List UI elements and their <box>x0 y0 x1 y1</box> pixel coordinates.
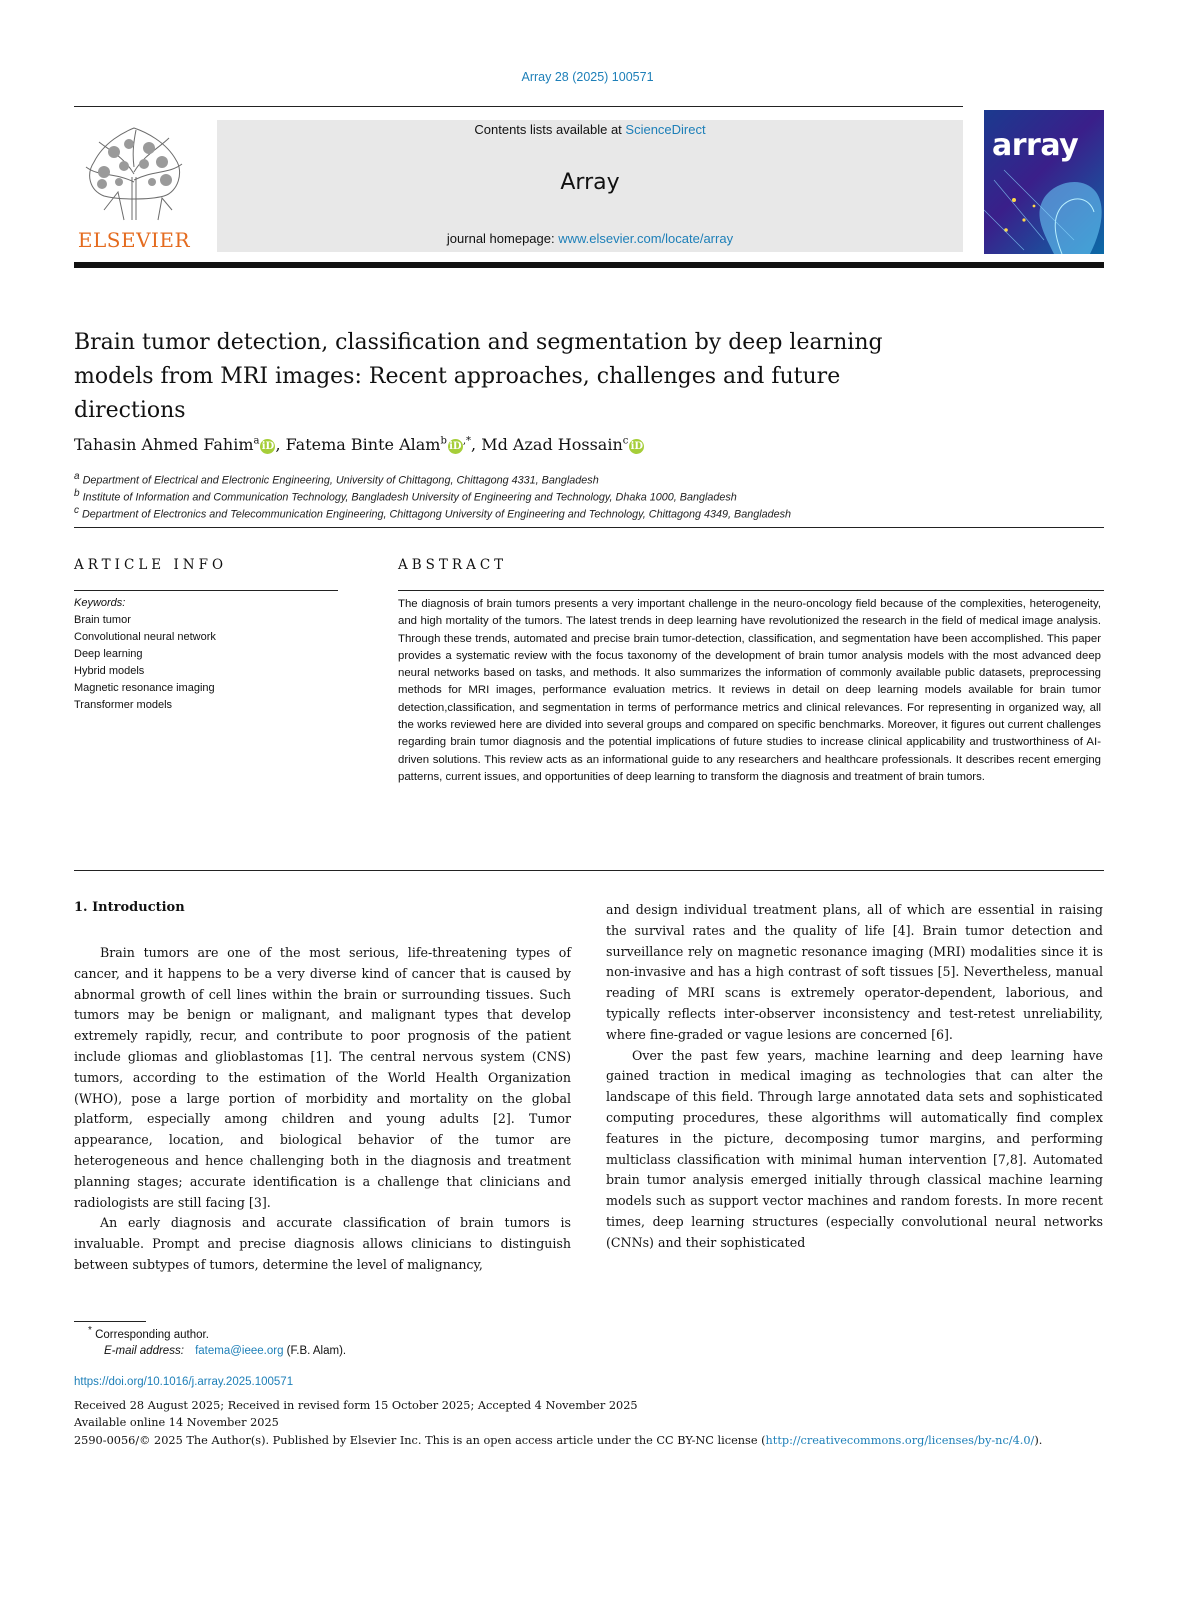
doi-link[interactable]: https://doi.org/10.1016/j.array.2025.100571 <box>74 1376 294 1388</box>
orcid-icon[interactable]: iD <box>449 441 462 452</box>
affiliation-text: Department of Electrical and Electronic Engineering, University of Chittagong, Chittagong 4331, Bangladesh <box>82 474 599 487</box>
corresponding-note <box>88 1325 209 1341</box>
article-info-heading: ARTICLE INFO <box>74 557 228 573</box>
cover-title: array <box>992 128 1079 163</box>
author-name[interactable]: Fatema Binte Alam <box>285 435 441 454</box>
keyword: Transformer models <box>74 699 173 711</box>
orcid-icon[interactable]: iD <box>261 441 275 452</box>
header-rule <box>74 106 963 107</box>
body-paragraph: Over the past few years, machine learning and deep learning have gained traction in medical imaging as technologies that can alter the landscape of this field. Through large annotated data sets and sophisticated computing procedures, these algorithms will automatically find complex features in the picture, decomposing tumor margins, and performing multiclass classification with minimal human intervention [7,8]. Automated brain tumor analysis emerged initially through classical machine learning models such as support vector machines and random forests. In more recent times, deep learning structures (especially convolutional neural networks (CNNs) and their sophisticated <box>606 1047 1103 1250</box>
corresponding-mark[interactable]: ,* <box>462 435 472 447</box>
license-statement <box>74 1432 1104 1449</box>
keyword: Magnetic resonance imaging <box>74 682 215 694</box>
email-label: E-mail address: <box>104 1345 184 1357</box>
introduction-heading: 1. Introduction <box>74 900 185 915</box>
email-note <box>104 1345 346 1357</box>
author-affil-sup[interactable]: a <box>253 435 260 447</box>
keyword: Deep learning <box>74 648 143 660</box>
journal-cover-image <box>984 110 1104 254</box>
author-name[interactable]: Md Azad Hossain <box>481 435 623 454</box>
journal-name: Array <box>560 170 620 195</box>
footnote-star: * <box>88 1325 92 1336</box>
email-suffix: (F.B. Alam). <box>283 1345 347 1357</box>
email-link[interactable]: fatema@ieee.org <box>195 1345 284 1357</box>
affiliation-sup: c <box>74 505 79 516</box>
body-paragraph: and design individual treatment plans, all of which are essential in raising the survival rates and the quality of life [4]. Brain tumor detection and surveillance rely on magnetic resonance imaging (MRI) modalities since it is non-invasive and has a high contrast of soft tissues [5]. Nevertheless, manual reading of MRI scans is extremely operator-dependent, laborious, and typically reflects inter-observer inconsistency and test-retest unreliability, where fine-graded or vague lesions are concerned [6]. <box>606 902 1103 1042</box>
author-list: Tahasin Ahmed Fahim$^a$ iD, Fatema Binte Alam$^b$ iD,*, Md Azad Hossain$^c$ iD <box>74 435 644 454</box>
license-link[interactable]: http://creativecommons.org/licenses/by-nc/4.0/ <box>765 1434 1035 1447</box>
available-online: Available online 14 November 2025 <box>74 1416 279 1429</box>
body-paragraph: An early diagnosis and accurate classification of brain tumors is invaluable. Prompt and precise diagnosis allows clinicians to distinguish between subtypes of tumors, determine the level of malignancy, <box>74 1215 571 1272</box>
abstract-rule <box>398 590 1104 591</box>
corresponding-text: Corresponding author. <box>95 1328 209 1341</box>
contents-prefix: Contents lists available at <box>474 122 626 137</box>
keywords-label: Keywords: <box>74 597 126 609</box>
orcid-icon[interactable]: iD <box>630 441 644 452</box>
journal-reference[interactable]: Array 28 (2025) 100571 <box>521 70 654 84</box>
affiliation-sup: a <box>74 471 80 482</box>
author-affil-sup[interactable]: c <box>622 435 629 447</box>
license-suffix: ). <box>1034 1434 1043 1447</box>
body-paragraph: Brain tumors are one of the most serious, life-threatening types of cancer, and it happens to be a very diverse kind of cancer that is caused by abnormal growth of cell lines within the brain or surrounding tissues. Such tumors may be benign or malignant, and malignant types that develop extremely rapidly, recur, and contribute to poor prognosis of the patient include gliomas and glioblastomas [1]. The central nervous system (CNS) tumors, according to the estimation of the World Health Organization (WHO), pose a large portion of morbidity and mortality on the global platform, especially among children and young adults [2]. Tumor appearance, location, and biological behavior of the tumor are heterogeneous and hence challenging both in the diagnosis and treatment planning stages; accurate identification is a challenge that clinicians and radiologists are still facing [3]. <box>74 945 571 1210</box>
affiliation <box>74 471 599 487</box>
keyword: Hybrid models <box>74 665 145 677</box>
license-prefix: 2590-0056/© 2025 The Author(s). Published by Elsevier Inc. This is an open access article under the CC BY-NC license ( <box>74 1434 766 1447</box>
header-thick-rule <box>74 262 1104 268</box>
elsevier-wordmark: ELSEVIER <box>77 228 191 252</box>
affiliation-text: Department of Electronics and Telecommunication Engineering, Chittagong University of Engineering and Technology, Chittagong 4349, Bangladesh <box>82 508 792 521</box>
author-name[interactable]: Tahasin Ahmed Fahim <box>74 435 254 454</box>
article-info-rule <box>74 590 338 591</box>
affiliation-sup: b <box>74 488 80 499</box>
homepage-prefix: journal homepage: <box>446 231 559 246</box>
homepage-link[interactable]: www.elsevier.com/locate/array <box>558 231 734 246</box>
keyword: Brain tumor <box>74 614 131 626</box>
footnote-rule <box>74 1321 146 1322</box>
article-title: Brain tumor detection, classification and segmentation by deep learning models from MRI images: Recent approaches, challenges and future directions <box>74 330 883 423</box>
body-column-left <box>74 943 571 1276</box>
abstract-bottom-rule <box>74 870 1104 871</box>
body-column-right <box>606 900 1103 1254</box>
received-dates: Received 28 August 2025; Received in revised form 15 October 2025; Accepted 4 November 2025 <box>74 1399 638 1412</box>
affiliation-text: Institute of Information and Communication Technology, Bangladesh University of Engineering and Technology, Dhaka 1000, Bangladesh <box>82 491 737 504</box>
keyword: Convolutional neural network <box>74 631 216 643</box>
sciencedirect-link[interactable]: ScienceDirect <box>625 122 706 137</box>
journal-homepage <box>217 231 963 246</box>
affiliation <box>74 488 737 504</box>
abstract-heading: ABSTRACT <box>398 557 508 573</box>
abstract-text: The diagnosis of brain tumors presents a very important challenge in the neuro-oncology field because of the complexities, heterogeneity, and high mortality of the tumors. The latest trends in deep learning have revolutionized the research in the field of medical image analysis. Through these trends, automated and precise brain tumor-detection, classification, and segmentation have been accomplished. This paper provides a systematic review with the focus taxonomy of the development of brain tumor analysis models with the most advanced deep neural networks based on tasks, and methods. It also summarizes the information of commonly available public datasets, preprocessing methods for MRI images, performance evaluation metrics. It reviews in detail on deep learning models available for brain tumor detection,classification, and segmentation in terms of performance metrics and clinical relevances. For representing in organized way, all the works reviewed here are divided into several groups and compared on specific benchmarks. Moreover, it figures out current challenges regarding brain tumor diagnosis and the potential implications of future studies to increase clinical applicability and trustworthiness of AI-driven solutions. This review acts as an informational guide to any researchers and healthcare professionals. It describes recent emerging patterns, current issues, and opportunities of deep learning to transform the diagnosis and treatment of brain tumors. <box>398 598 1101 783</box>
author-affil-sup[interactable]: b <box>440 435 447 447</box>
affiliation <box>74 505 791 521</box>
contents-availability <box>217 122 963 137</box>
affiliations-rule <box>74 527 1104 528</box>
